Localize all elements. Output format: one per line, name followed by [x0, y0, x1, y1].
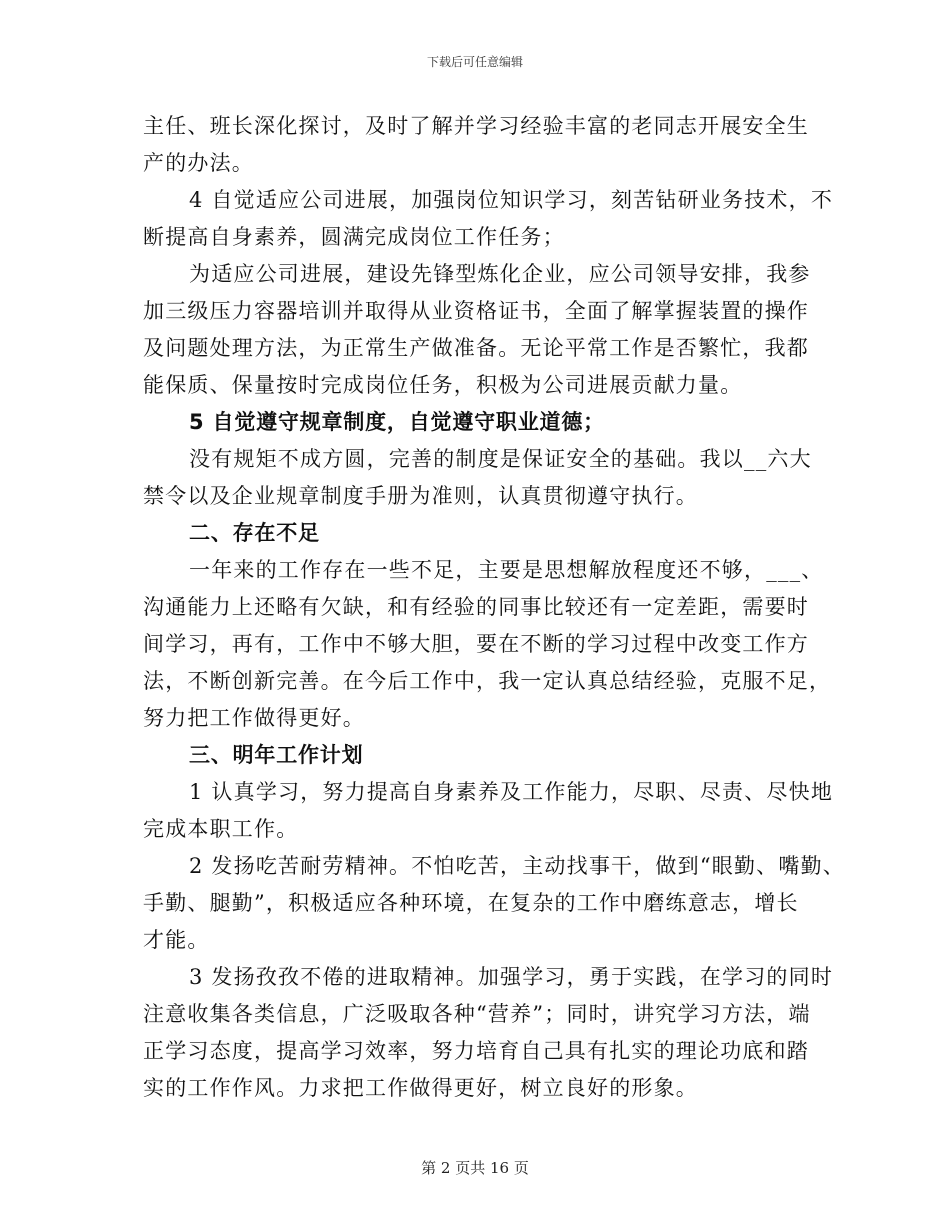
text-line: 一年来的工作存在一些不足，主要是思想解放程度还不够，___、 [189, 558, 824, 582]
text-line: 为适应公司进展，建设先锋型炼化企业，应公司领导安排，我参 [189, 262, 811, 286]
text-line: 能保质、保量按时完成岗位任务，积极为公司进展贡献力量。 [143, 373, 743, 397]
text-line: 断提高自身素养，圆满完成岗位工作任务； [143, 225, 565, 249]
text-line: 正学习态度，提高学习效率，努力培育自己具有扎实的理论功底和踏 [143, 1039, 809, 1063]
text-line: 加三级压力容器培训并取得从业资格证书，全面了解掌握装置的操作 [143, 299, 809, 323]
text-line: 2 发扬吃苦耐劳精神。不怕吃苦，主动找事干，做到“眼勤、嘴勤、 [189, 854, 845, 878]
text-line: 主任、班长深化探讨，及时了解并学习经验丰富的老同志开展安全生 [143, 114, 809, 138]
text-line: 产的办法。 [143, 151, 254, 175]
text-line: 4 自觉适应公司进展，加强岗位知识学习，刻苦钻研业务技术，不 [189, 188, 834, 212]
text-line: 1 认真学习，努力提高自身素养及工作能力，尽职、尽责、尽快地 [189, 780, 834, 804]
section-heading: 5 自觉遵守规章制度，自觉遵守职业道德； [189, 410, 605, 434]
section-heading: 三、明年工作计划 [189, 743, 364, 767]
text-line: 实的工作作风。力求把工作做得更好，树立良好的形象。 [143, 1076, 698, 1100]
text-line: 完成本职工作。 [143, 817, 299, 841]
page-header-note: 下载后可任意编辑 [426, 55, 523, 69]
text-line: 没有规矩不成方圆，完善的制度是保证安全的基础。我以__六大 [189, 447, 812, 471]
text-line: 禁令以及企业规章制度手册为准则，认真贯彻遵守执行。 [143, 484, 698, 508]
text-line: 才能。 [143, 928, 210, 952]
text-line: 手勤、腿勤”，积极适应各种环境，在复杂的工作中磨练意志，增长 [143, 891, 799, 915]
text-line: 3 发扬孜孜不倦的进取精神。加强学习，勇于实践，在学习的同时 [189, 965, 834, 989]
page-number-footer: 第 2 页共 16 页 [421, 1159, 529, 1177]
text-line: 努力把工作做得更好。 [143, 706, 365, 730]
text-line: 沟通能力上还略有欠缺，和有经验的同事比较还有一定差距，需要时 [143, 595, 809, 619]
text-line: 间学习，再有，工作中不够大胆，要在不断的学习过程中改变工作方 [143, 632, 809, 656]
section-heading: 二、存在不足 [189, 521, 320, 545]
text-line: 注意收集各类信息，广泛吸取各种“营养”；同时，讲究学习方法，端 [143, 1002, 811, 1026]
text-line: 法，不断创新完善。在今后工作中，我一定认真总结经验，克服不足， [143, 669, 832, 693]
text-line: 及问题处理方法，为正常生产做准备。无论平常工作是否繁忙，我都 [143, 336, 809, 360]
